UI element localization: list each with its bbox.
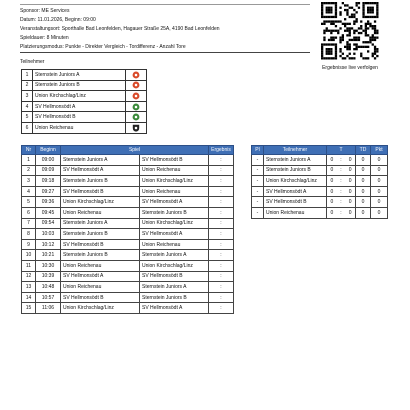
- match-time: 09:54: [36, 218, 61, 229]
- match-row: [22, 155, 234, 166]
- match-home-team: Sternstein Juniors B: [61, 229, 140, 240]
- standings-team: Sternstein Juniors B: [264, 165, 327, 176]
- match-home-team: Sternstein Juniors B: [61, 176, 140, 187]
- match-row: [22, 207, 234, 218]
- match-row: [22, 165, 234, 176]
- match-nr: 5: [22, 197, 36, 208]
- match-time: 10:21: [36, 250, 61, 261]
- match-nr: 9: [22, 239, 36, 250]
- top-rule: [20, 4, 310, 5]
- standings-place: -: [252, 207, 264, 218]
- col-pkt: Pkt: [371, 146, 388, 155]
- standings-goals-separator: :: [337, 207, 346, 218]
- match-time: 09:00: [36, 155, 61, 166]
- match-away-team: Sternstein Juniors B: [140, 207, 209, 218]
- standings-points: 0: [371, 165, 388, 176]
- match-time: 10:30: [36, 260, 61, 271]
- standings-place: -: [252, 176, 264, 187]
- standings-points: 0: [371, 207, 388, 218]
- participant-logo-cell: [126, 101, 147, 112]
- participants-table: [21, 69, 147, 134]
- participant-logo-cell: [126, 70, 147, 81]
- standings-points: 0: [371, 155, 388, 166]
- participant-number: 4: [22, 101, 33, 112]
- match-nr: 14: [22, 292, 36, 303]
- participant-row: [22, 122, 147, 133]
- participant-name: Sternstein Juniors A: [33, 70, 126, 81]
- union-crest-icon: [132, 92, 140, 100]
- match-result: :: [209, 260, 234, 271]
- match-home-team: Union Reichenau: [61, 260, 140, 271]
- match-home-team: SV Hellmonsödt A: [61, 165, 140, 176]
- col-game: Spiel: [61, 146, 209, 155]
- match-result: :: [209, 239, 234, 250]
- standings-row: [252, 165, 388, 176]
- participant-number: 6: [22, 122, 33, 133]
- match-result: :: [209, 207, 234, 218]
- standings-table: [251, 145, 388, 219]
- match-away-team: Sternstein Juniors A: [140, 282, 209, 293]
- match-away-team: SV Hellmonsödt B: [140, 271, 209, 282]
- match-result: :: [209, 282, 234, 293]
- match-row: [22, 282, 234, 293]
- participant-row: [22, 80, 147, 91]
- match-time: 10:12: [36, 239, 61, 250]
- standings-row: [252, 186, 388, 197]
- sternstein-crest-icon: [132, 81, 140, 89]
- participant-name: Sternstein Juniors B: [33, 80, 126, 91]
- participant-name: SV Hellmonsödt A: [33, 101, 126, 112]
- match-result: :: [209, 155, 234, 166]
- match-time: 10:03: [36, 229, 61, 240]
- standings-points: 0: [371, 186, 388, 197]
- participant-number: 1: [22, 70, 33, 81]
- participant-logo-cell: [126, 122, 147, 133]
- sternstein-crest-icon: [132, 71, 140, 79]
- participant-row: [22, 91, 147, 102]
- match-away-team: Sternstein Juniors A: [140, 250, 209, 261]
- standings-place: -: [252, 165, 264, 176]
- standings-place: -: [252, 197, 264, 208]
- match-away-team: Union Kirchschlag/Linz: [140, 176, 209, 187]
- standings-goals-for: 0: [327, 186, 337, 197]
- participant-logo-cell: [126, 80, 147, 91]
- col-result: Ergebnis: [209, 146, 234, 155]
- standings-goals-separator: :: [337, 176, 346, 187]
- standings-team: Sternstein Juniors A: [264, 155, 327, 166]
- match-result: :: [209, 303, 234, 314]
- match-result: :: [209, 250, 234, 261]
- standings-goal-diff: 0: [356, 155, 371, 166]
- match-nr: 8: [22, 229, 36, 240]
- match-row: [22, 186, 234, 197]
- standings-goals-against: 0: [345, 207, 355, 218]
- standings-row: [252, 155, 388, 166]
- match-nr: 10: [22, 250, 36, 261]
- participant-name: SV Hellmonsödt B: [33, 112, 126, 123]
- match-row: [22, 271, 234, 282]
- standings-goals-against: 0: [345, 155, 355, 166]
- match-away-team: Union Kirchschlag/Linz: [140, 260, 209, 271]
- match-home-team: SV Hellmonsödt B: [61, 186, 140, 197]
- standings-goals-separator: :: [337, 165, 346, 176]
- standings-place: -: [252, 155, 264, 166]
- standings-goals-separator: :: [337, 186, 346, 197]
- participant-logo-cell: [126, 91, 147, 102]
- match-time: 09:09: [36, 165, 61, 176]
- col-time: Beginn: [36, 146, 61, 155]
- match-away-team: SV Hellmonsödt A: [140, 229, 209, 240]
- participant-number: 5: [22, 112, 33, 123]
- participant-row: [22, 112, 147, 123]
- participant-number: 2: [22, 80, 33, 91]
- match-nr: 11: [22, 260, 36, 271]
- match-nr: 1: [22, 155, 36, 166]
- standings-goals-against: 0: [345, 186, 355, 197]
- match-home-team: SV Hellmonsödt B: [61, 239, 140, 250]
- match-away-team: Union Reichenau: [140, 239, 209, 250]
- standings-goal-diff: 0: [356, 197, 371, 208]
- participants-title: Teilnehmer: [20, 59, 45, 65]
- standings-goal-diff: 0: [356, 207, 371, 218]
- match-away-team: Union Kirchschlag/Linz: [140, 218, 209, 229]
- participant-name: Union Kirchschlag/Linz: [33, 91, 126, 102]
- participant-row: [22, 101, 147, 112]
- match-row: [22, 197, 234, 208]
- match-away-team: SV Hellmonsödt A: [140, 303, 209, 314]
- match-result: :: [209, 186, 234, 197]
- match-time: 09:36: [36, 197, 61, 208]
- match-time: 09:45: [36, 207, 61, 218]
- standings-team: SV Hellmonsödt B: [264, 197, 327, 208]
- hellmonsoedt-crest-icon: [132, 113, 140, 121]
- match-row: [22, 303, 234, 314]
- match-time: 09:27: [36, 186, 61, 197]
- match-away-team: SV Hellmonsödt B: [140, 155, 209, 166]
- match-result: :: [209, 197, 234, 208]
- match-header-row: [22, 146, 234, 155]
- participant-name: Union Reichenau: [33, 122, 126, 133]
- standings-goals-for: 0: [327, 176, 337, 187]
- standings-goal-diff: 0: [356, 176, 371, 187]
- match-away-team: Sternstein Juniors B: [140, 292, 209, 303]
- col-pl: Pl: [252, 146, 264, 155]
- match-home-team: SV Hellmonsödt B: [61, 292, 140, 303]
- standings-row: [252, 176, 388, 187]
- match-row: [22, 176, 234, 187]
- match-nr: 15: [22, 303, 36, 314]
- standings-points: 0: [371, 176, 388, 187]
- match-row: [22, 229, 234, 240]
- col-td: TD: [356, 146, 371, 155]
- participant-number: 3: [22, 91, 33, 102]
- col-t: T: [327, 146, 356, 155]
- match-home-team: Union Reichenau: [61, 282, 140, 293]
- standings-header-row: [252, 146, 388, 155]
- match-result: :: [209, 218, 234, 229]
- standings-row: [252, 207, 388, 218]
- date-line: Datum: 11.01.2026, Beginn: 09:00: [20, 17, 96, 23]
- standings-goals-separator: :: [337, 197, 346, 208]
- match-time: 10:39: [36, 271, 61, 282]
- match-home-team: Sternstein Juniors B: [61, 250, 140, 261]
- match-nr: 7: [22, 218, 36, 229]
- match-nr: 3: [22, 176, 36, 187]
- match-result: :: [209, 271, 234, 282]
- standings-row: [252, 197, 388, 208]
- match-result: :: [209, 229, 234, 240]
- match-row: [22, 250, 234, 261]
- match-away-team: Union Reichenau: [140, 186, 209, 197]
- header-separator: [20, 52, 310, 53]
- match-row: [22, 260, 234, 271]
- match-row: [22, 218, 234, 229]
- match-nr: 2: [22, 165, 36, 176]
- standings-goals-separator: :: [337, 155, 346, 166]
- standings-points: 0: [371, 197, 388, 208]
- standings-goals-for: 0: [327, 165, 337, 176]
- match-away-team: Union Reichenau: [140, 165, 209, 176]
- participant-logo-cell: [126, 112, 147, 123]
- standings-place: -: [252, 186, 264, 197]
- match-nr: 4: [22, 186, 36, 197]
- match-home-team: Union Reichenau: [61, 207, 140, 218]
- match-time: 11:06: [36, 303, 61, 314]
- match-home-team: Union Kirchschlag/Linz: [61, 303, 140, 314]
- col-nr: Nr: [22, 146, 36, 155]
- venue-line: Veranstaltungsort: Sporthalle Bad Leonfelden, Hagauer Straße 25A, 4190 Bad Leonfelden: [20, 26, 220, 32]
- participant-row: [22, 70, 147, 81]
- match-nr: 6: [22, 207, 36, 218]
- standings-goals-against: 0: [345, 197, 355, 208]
- standings-team: SV Hellmonsödt A: [264, 186, 327, 197]
- match-result: :: [209, 165, 234, 176]
- standings-team: Union Kirchschlag/Linz: [264, 176, 327, 187]
- match-time: 10:57: [36, 292, 61, 303]
- match-result: :: [209, 292, 234, 303]
- standings-goals-for: 0: [327, 155, 337, 166]
- match-schedule-table: [21, 145, 234, 314]
- match-time: 10:48: [36, 282, 61, 293]
- match-nr: 13: [22, 282, 36, 293]
- match-nr: 12: [22, 271, 36, 282]
- standings-team: Union Reichenau: [264, 207, 327, 218]
- reichenau-crest-icon: [132, 124, 140, 132]
- sponsor-line: Sponsor: ME Services: [20, 8, 70, 14]
- match-result: :: [209, 176, 234, 187]
- standings-goals-against: 0: [345, 176, 355, 187]
- hellmonsoedt-crest-icon: [132, 103, 140, 111]
- match-home-team: Union Kirchschlag/Linz: [61, 197, 140, 208]
- standings-goals-for: 0: [327, 207, 337, 218]
- match-home-team: Sternstein Juniors A: [61, 155, 140, 166]
- standings-goal-diff: 0: [356, 165, 371, 176]
- standings-goals-against: 0: [345, 165, 355, 176]
- standings-goals-for: 0: [327, 197, 337, 208]
- match-time: 09:18: [36, 176, 61, 187]
- duration-line: Spieldauer: 8 Minuten: [20, 35, 69, 41]
- qr-caption: Ergebnisse live verfolgen: [322, 65, 378, 71]
- col-team: Teilnehmer: [264, 146, 327, 155]
- match-row: [22, 239, 234, 250]
- match-home-team: SV Hellmonsödt A: [61, 271, 140, 282]
- match-home-team: Sternstein Juniors A: [61, 218, 140, 229]
- standings-goal-diff: 0: [356, 186, 371, 197]
- match-away-team: SV Hellmonsödt A: [140, 197, 209, 208]
- qr-code-icon[interactable]: [316, 0, 384, 62]
- ranking-mode-line: Platzierungsmodus: Punkte - Direkter Vergleich - Tordifferenz - Anzahl Tore: [20, 44, 186, 50]
- match-row: [22, 292, 234, 303]
